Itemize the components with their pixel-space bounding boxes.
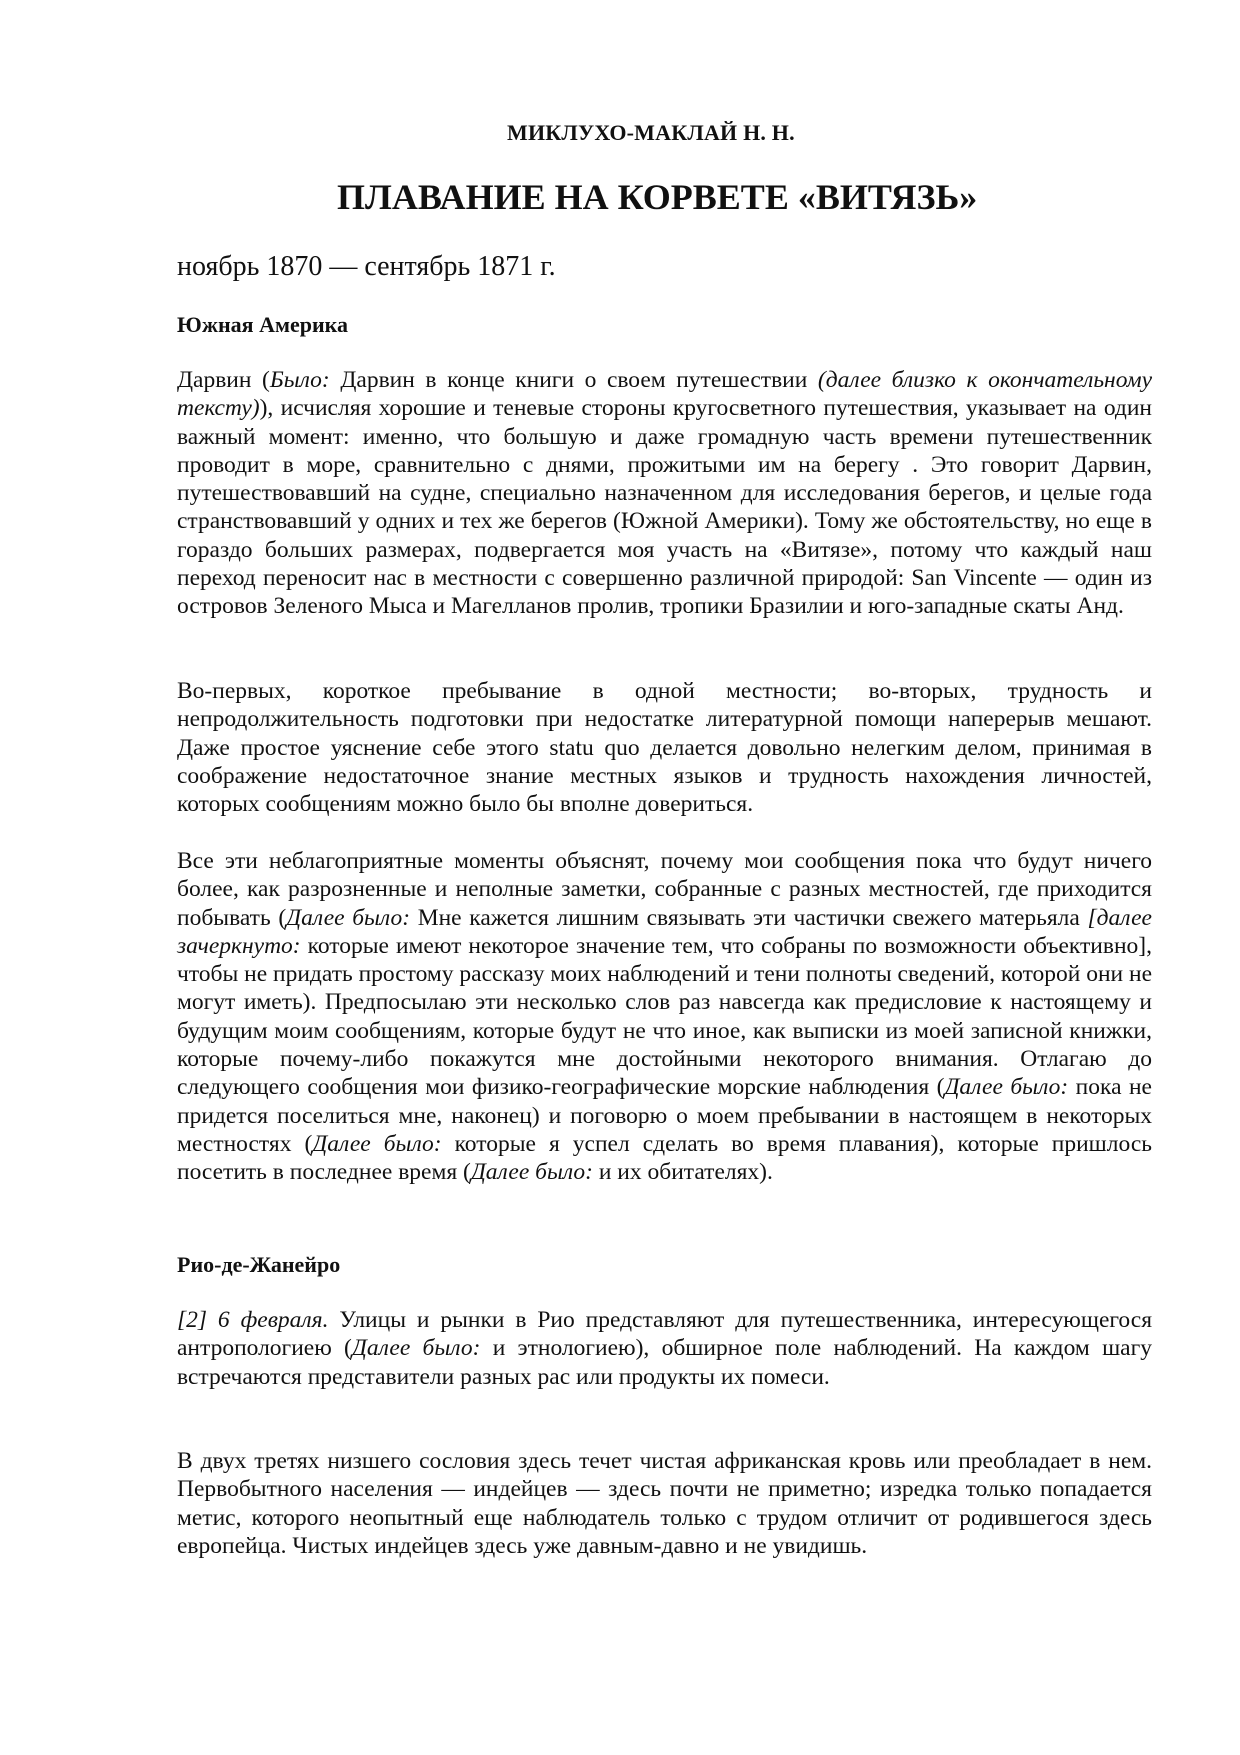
- text-segment: которые я успел сделать во время плавания), которые пришлось посетить в последнее время (: [177, 1130, 1152, 1186]
- italic-segment: Далее было:: [470, 1159, 593, 1186]
- text-segment: и этнологиею), обширное поле наблюдений. На каждом шагу встречаются представители разных рас или продукты их помеси.: [177, 1335, 1152, 1390]
- author-name: МИКЛУХО-МАКЛАЙ Н. Н.: [507, 120, 795, 145]
- italic-segment: Далее было:: [312, 1130, 442, 1157]
- text-segment: Все эти неблагоприятные моменты объяснят, почему мои сообщения пока что будут ничего более, как разрозненные и неполные заметки, собранные с разных местностей, где приходится побывать (: [177, 848, 1152, 931]
- italic-segment: (далее близко к окончательному тексту): [177, 367, 1152, 422]
- document-title: ПЛАВАНИЕ НА КОРВЕТЕ «ВИТЯЗЬ»: [337, 177, 978, 217]
- text-segment: пока не придется поселиться мне, наконец) и поговорю о моем пребывании в настоящем в некоторых местностях (: [177, 1074, 1152, 1157]
- text-segment: Дарвин (: [177, 367, 270, 393]
- italic-segment: Далее было:: [286, 904, 411, 931]
- text-segment: ), исчисляя хорошие и теневые стороны кругосветного путешествия, указывает на один важный момент: именно, что большую и даже громадную часть времени путешественник проводит в море, сравнительно с днями, прожитыми им на берегу . Это говорит Дарвин, путешествовавший на судне, специально назначенном для исследования берегов, и целые года странствовавший у одних и тех же берегов (Южной Америки). Тому же обстоятельству, но еще в гораздо больших размерах, подвергается моя участь на «Витязе», потому что каждый наш переход переносит нас в местности с совершенно различной природой: San Vincente — один из островов Зеленого Мыса и Магелланов пролив, тропики Бразилии и юго-западные скаты Анд.: [177, 395, 1152, 620]
- text-segment: Во-первых, короткое пребывание в одной местности; во-вторых, трудность и непродолжительность подготовки при недостатке литературной помощи наперерыв мешают. Даже простое уяснение себе этого statu quo делается довольно нелегким делом, принимая в соображение недостаточное знание местных языков и трудность нахождения личностей, которых сообщениям можно было бы вполне довериться.: [177, 678, 1152, 818]
- italic-segment: [далее зачеркнуто:: [177, 904, 1152, 959]
- paragraph: [177, 677, 1152, 818]
- text-segment: Улицы и рынки в Рио представляют для путешественника, интересующегося антропологиею (: [177, 1307, 1152, 1362]
- italic-segment: Далее было:: [944, 1074, 1069, 1101]
- section-heading-south-america: Южная Америка: [177, 312, 348, 337]
- italic-segment: Далее было:: [351, 1335, 481, 1362]
- section-heading-rio: Рио-де-Жанейро: [177, 1252, 341, 1277]
- text-segment: В двух третях низшего сословия здесь течет чистая африканская кровь или преобладает в нем. Первобытного населения — индейцев — здесь почти не приметно; изредка только попадается метис, которого неопытный еще наблюдатель только с трудом отличит от родившегося здесь европейца. Чистых индейцев здесь уже давным-давно и не увидишь.: [177, 1448, 1152, 1559]
- paragraph: [177, 847, 1152, 1187]
- date-range: ноябрь 1870 — сентябрь 1871 г.: [177, 251, 556, 282]
- italic-segment: Было:: [269, 367, 330, 393]
- text-segment: которые имеют некоторое значение тем, что собраны по возможности объективно], чтобы не придать простому рассказу моих наблюдений и тени полноты сведений, которой они не могут иметь). Предпосылаю эти несколько слов раз навсегда как предисловие к настоящему и будущим моим сообщениям, которые будут не что иное, как выписки из моей записной книжки, которые почему-либо покажутся мне достойными некоторого внимания. Отлагаю до следующего сообщения мои физико-географические морские наблюдения (: [177, 932, 1153, 1101]
- text-segment: Мне кажется лишним связывать эти частички свежего матерьяла: [410, 904, 1088, 931]
- italic-segment: [2] 6 февраля.: [177, 1307, 329, 1333]
- paragraph: [177, 366, 1152, 621]
- paragraph: [177, 1447, 1152, 1560]
- text-segment: Дарвин в конце книги о своем путешествии: [329, 367, 818, 393]
- text-segment: и их обитателях).: [592, 1159, 773, 1186]
- paragraph: [177, 1306, 1152, 1391]
